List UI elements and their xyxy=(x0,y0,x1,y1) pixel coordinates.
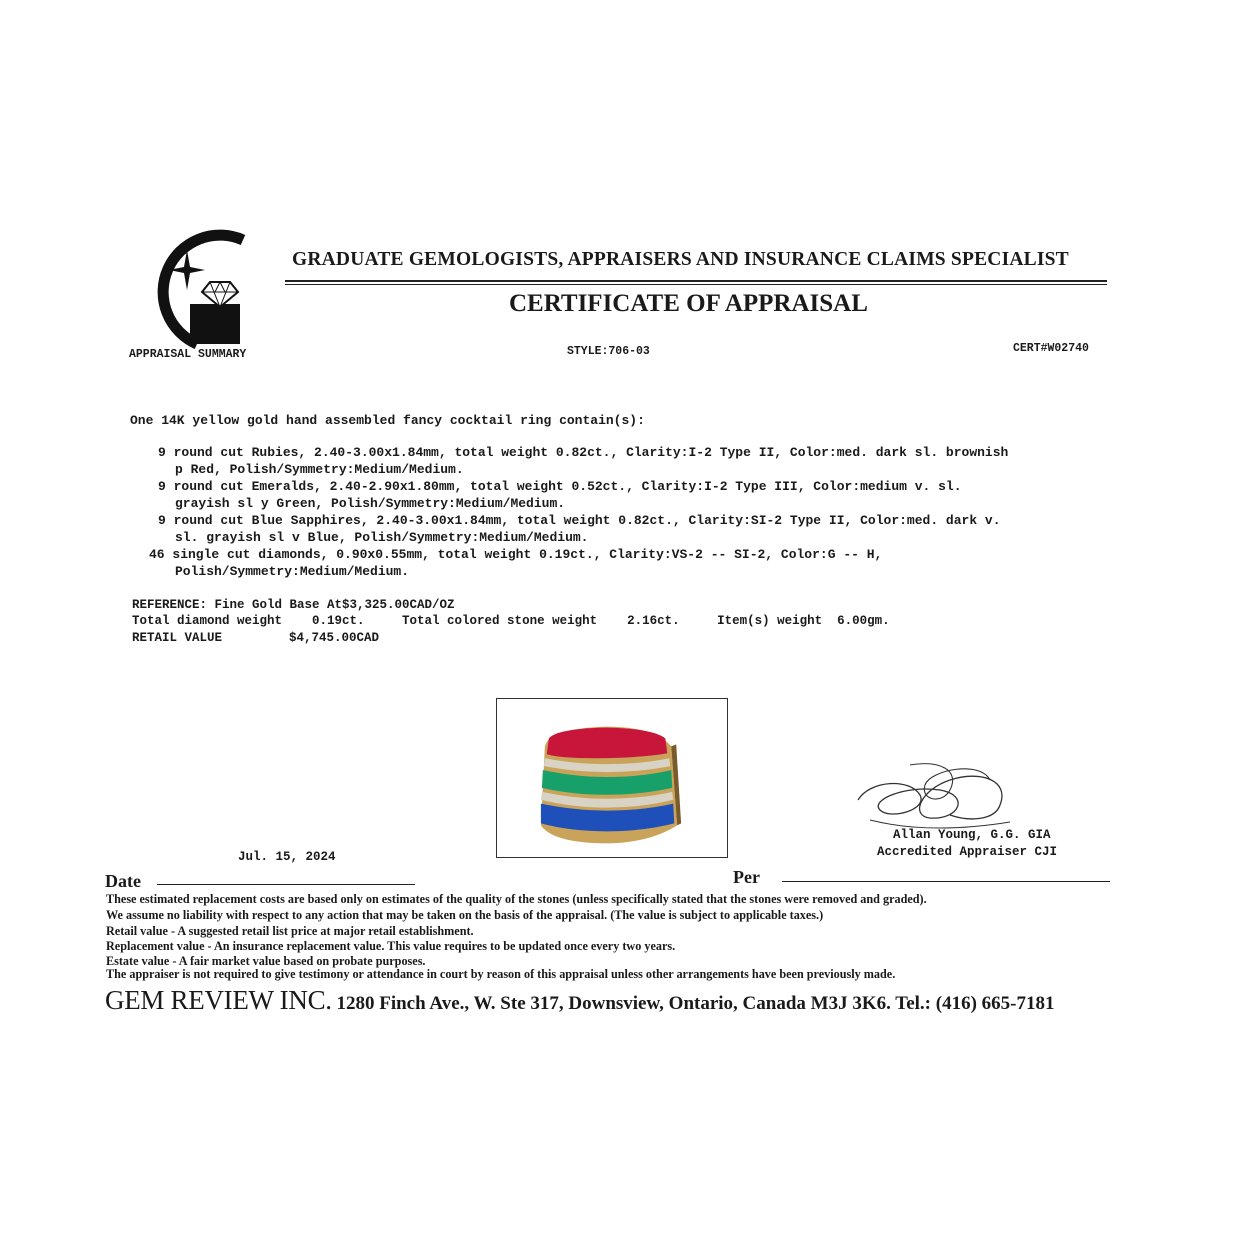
date-label: Date xyxy=(105,871,141,891)
emerald-line-2: grayish sl y Green, Polish/Symmetry:Medium/Medium. xyxy=(175,496,566,511)
per-label: Per xyxy=(733,867,760,887)
disclaimer-line: The appraiser is not required to give testimony or attendance in court by reason of this appraisal unless other arrangements have been previously made. xyxy=(106,967,896,981)
appraisal-summary-label: APPRAISAL SUMMARY xyxy=(129,348,247,361)
header-rule xyxy=(285,280,1107,282)
per-signature-line xyxy=(782,881,1110,882)
diamond-line-1: 46 single cut diamonds, 0.90x0.55mm, total weight 0.19ct., Clarity:VS-2 -- SI-2, Color:G -- H, xyxy=(149,547,883,562)
ruby-line-1: 9 round cut Rubies, 2.40-3.00x1.84mm, total weight 0.82ct., Clarity:I-2 Type II, Color:med. dark sl. brownish xyxy=(158,445,1009,460)
sapphire-line-2: sl. grayish sl v Blue, Polish/Symmetry:Medium/Medium. xyxy=(175,530,589,545)
style-number: STYLE:706-03 xyxy=(567,345,650,358)
disclaimer-line: Estate value - A fair market value based on probate purposes. xyxy=(106,954,426,968)
disclaimer-line: Replacement value - An insurance replacement value. This value requires to be updated once every two years. xyxy=(106,939,676,953)
certificate-number: CERT#W02740 xyxy=(1013,342,1089,355)
company-address: 1280 Finch Ave., W. Ste 317, Downsview, Ontario, Canada M3J 3K6. Tel.: (416) 665-7181 xyxy=(331,993,1055,1014)
date-signature-line xyxy=(157,884,415,885)
item-intro: One 14K yellow gold hand assembled fancy cocktail ring contain(s): xyxy=(130,413,645,428)
emerald-line-1: 9 round cut Emeralds, 2.40-2.90x1.80mm, total weight 0.52ct., Clarity:I-2 Type III, Color:medium v. sl. xyxy=(158,479,962,494)
disclaimer-line: We assume no liability with respect to any action that may be taken on the basis of the appraisal. (The value is subject to applicable taxes.) xyxy=(106,908,824,922)
header-title: GRADUATE GEMOLOGISTS, APPRAISERS AND INSURANCE CLAIMS SPECIALIST xyxy=(292,249,1069,270)
retail-value-label: RETAIL VALUE xyxy=(132,631,223,645)
date-value: Jul. 15, 2024 xyxy=(238,850,336,864)
totals-line: Total diamond weight 0.19ct. Total colored stone weight 2.16ct. Item(s) weight 6.00gm. xyxy=(132,614,890,628)
appraiser-name: Allan Young, G.G. GIA xyxy=(893,828,1051,842)
disclaimer-line: Retail value - A suggested retail list price at major retail establishment. xyxy=(106,924,474,938)
retail-value: $4,745.00CAD xyxy=(289,631,380,645)
ruby-line-2: p Red, Polish/Symmetry:Medium/Medium. xyxy=(175,462,464,477)
diamond-line-2: Polish/Symmetry:Medium/Medium. xyxy=(175,564,410,579)
appraiser-credential: Accredited Appraiser CJI xyxy=(877,845,1058,859)
header-rule xyxy=(285,284,1107,285)
disclaimer-line: These estimated replacement costs are based only on estimates of the quality of the stones (unless specifically stated that the stones were removed and graded). xyxy=(106,892,927,906)
certificate-title: CERTIFICATE OF APPRAISAL xyxy=(509,290,868,317)
ring-photo xyxy=(496,698,728,858)
reference-line: REFERENCE: Fine Gold Base At$3,325.00CAD/OZ xyxy=(132,598,455,612)
footer xyxy=(105,985,1054,1016)
sapphire-line-1: 9 round cut Blue Sapphires, 2.40-3.00x1.84mm, total weight 0.82ct., Clarity:SI-2 Type II, Color:med. dark v. xyxy=(158,513,1001,528)
company-name: GEM REVIEW INC. xyxy=(105,985,332,1015)
ring-photo-icon xyxy=(497,699,727,857)
gem-g-logo-icon xyxy=(135,222,255,352)
